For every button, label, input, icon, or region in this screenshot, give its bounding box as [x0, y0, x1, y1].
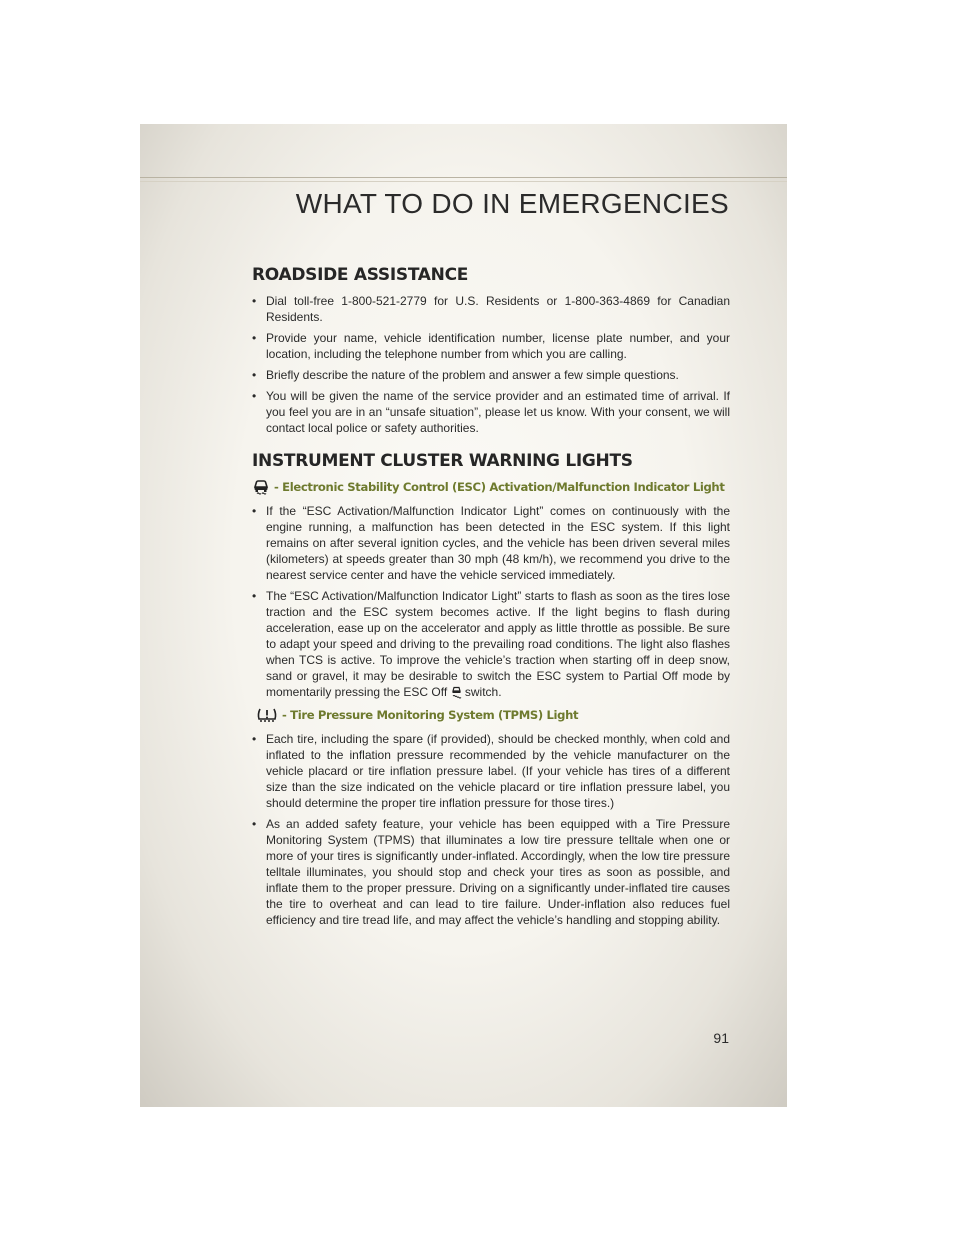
roadside-assistance-list — [252, 293, 730, 436]
list-item-text: The “ESC Activation/Malfunction Indicator Light” starts to flash as soon as the tires lose traction and the ESC system becomes active. If the light begins to flash during acceleration, ease up on the accelerator and apply as little throttle as possible. Be sure to adapt your speed and driving to the prevailing road conditions. The light also flashes when TCS is active. To improve the vehicle’s traction when starting off in deep snow, sand or gravel, it may be desirable to switch the ESC system to Partial Off mode by momentarily pressing the ESC Off — [266, 589, 730, 699]
esc-off-switch-icon — [451, 685, 462, 699]
tpms-light-list — [252, 731, 730, 928]
esc-light-subheading — [252, 478, 730, 496]
list-item — [252, 367, 730, 383]
esc-skid-car-icon — [252, 478, 270, 496]
header-rule — [140, 177, 787, 178]
list-item — [252, 816, 730, 928]
list-item-text: Each tire, including the spare (if provided), should be checked monthly, when cold and inflated to the inflation pressure recommended by the vehicle manufacturer on the vehicle placard or tire inflation pressure label. (If your vehicle has tires of a different size than the size indicated on the vehicle placard or tire inflation pressure label, you should determine the proper tire inflation pressure for those tires.) — [266, 732, 730, 810]
bullet: • — [252, 732, 257, 746]
bullet: • — [252, 368, 257, 382]
list-item — [252, 388, 730, 436]
esc-light-title: - Electronic Stability Control (ESC) Activation/Malfunction Indicator Light — [274, 480, 725, 494]
warning-lights-heading: INSTRUMENT CLUSTER WARNING LIGHTS — [252, 451, 633, 471]
bullet: • — [252, 389, 257, 403]
list-item — [252, 588, 730, 700]
list-item-text: If the “ESC Activation/Malfunction Indicator Light” comes on continuously with the engine running, a malfunction has been detected in the ESC system. If this light remains on after several ignition cycles, and the vehicle has been driven several miles (kilometers) at speeds greater than 30 mph (48 km/h), we recommend you drive to the nearest service center and have the vehicle serviced immediately. — [266, 504, 730, 582]
tpms-light-title: - Tire Pressure Monitoring System (TPMS) Light — [282, 708, 579, 722]
manual-page — [140, 124, 787, 1107]
page-number: 91 — [713, 1030, 729, 1046]
list-item-text: You will be given the name of the service provider and an estimated time of arrival. If you feel you are in an “unsafe situation”, please let us know. With your consent, we will contact local police or safety authorities. — [266, 389, 730, 435]
page-content — [252, 264, 730, 933]
tpms-light-subheading — [252, 706, 730, 724]
bullet: • — [252, 294, 257, 308]
bullet: • — [252, 817, 257, 831]
list-item-text: Dial toll-free 1-800-521-2779 for U.S. Residents or 1-800-363-4869 for Canadian Residents. — [266, 294, 730, 324]
list-item-text: Briefly describe the nature of the problem and answer a few simple questions. — [266, 368, 679, 382]
tire-pressure-warning-icon — [256, 706, 278, 724]
bullet: • — [252, 504, 257, 518]
list-item — [252, 293, 730, 325]
list-item — [252, 503, 730, 583]
bullet: • — [252, 589, 257, 603]
esc-light-list — [252, 503, 730, 700]
list-item-text: Provide your name, vehicle identification number, license plate number, and your location, including the telephone number from which you are calling. — [266, 331, 730, 361]
chapter-title: WHAT TO DO IN EMERGENCIES — [295, 188, 729, 219]
list-item — [252, 731, 730, 811]
list-item-text-end: switch. — [464, 685, 502, 699]
list-item — [252, 330, 730, 362]
header-rule-secondary — [140, 181, 787, 182]
bullet: • — [252, 331, 257, 345]
list-item-text: As an added safety feature, your vehicle has been equipped with a Tire Pressure Monitoring System (TPMS) that illuminates a low tire pressure telltale when one or more of your tires is significantly under-inflated. Accordingly, when the low tire pressure telltale illuminates, you should stop and check your tires as soon as possible, and inflate them to the proper pressure. Driving on a significantly under-inflated tire causes the tire to overheat and can lead to tire failure. Under-inflation also reduces fuel efficiency and tire tread life, and may affect the vehicle’s handling and stopping ability. — [266, 817, 730, 927]
roadside-assistance-heading: ROADSIDE ASSISTANCE — [252, 265, 469, 285]
